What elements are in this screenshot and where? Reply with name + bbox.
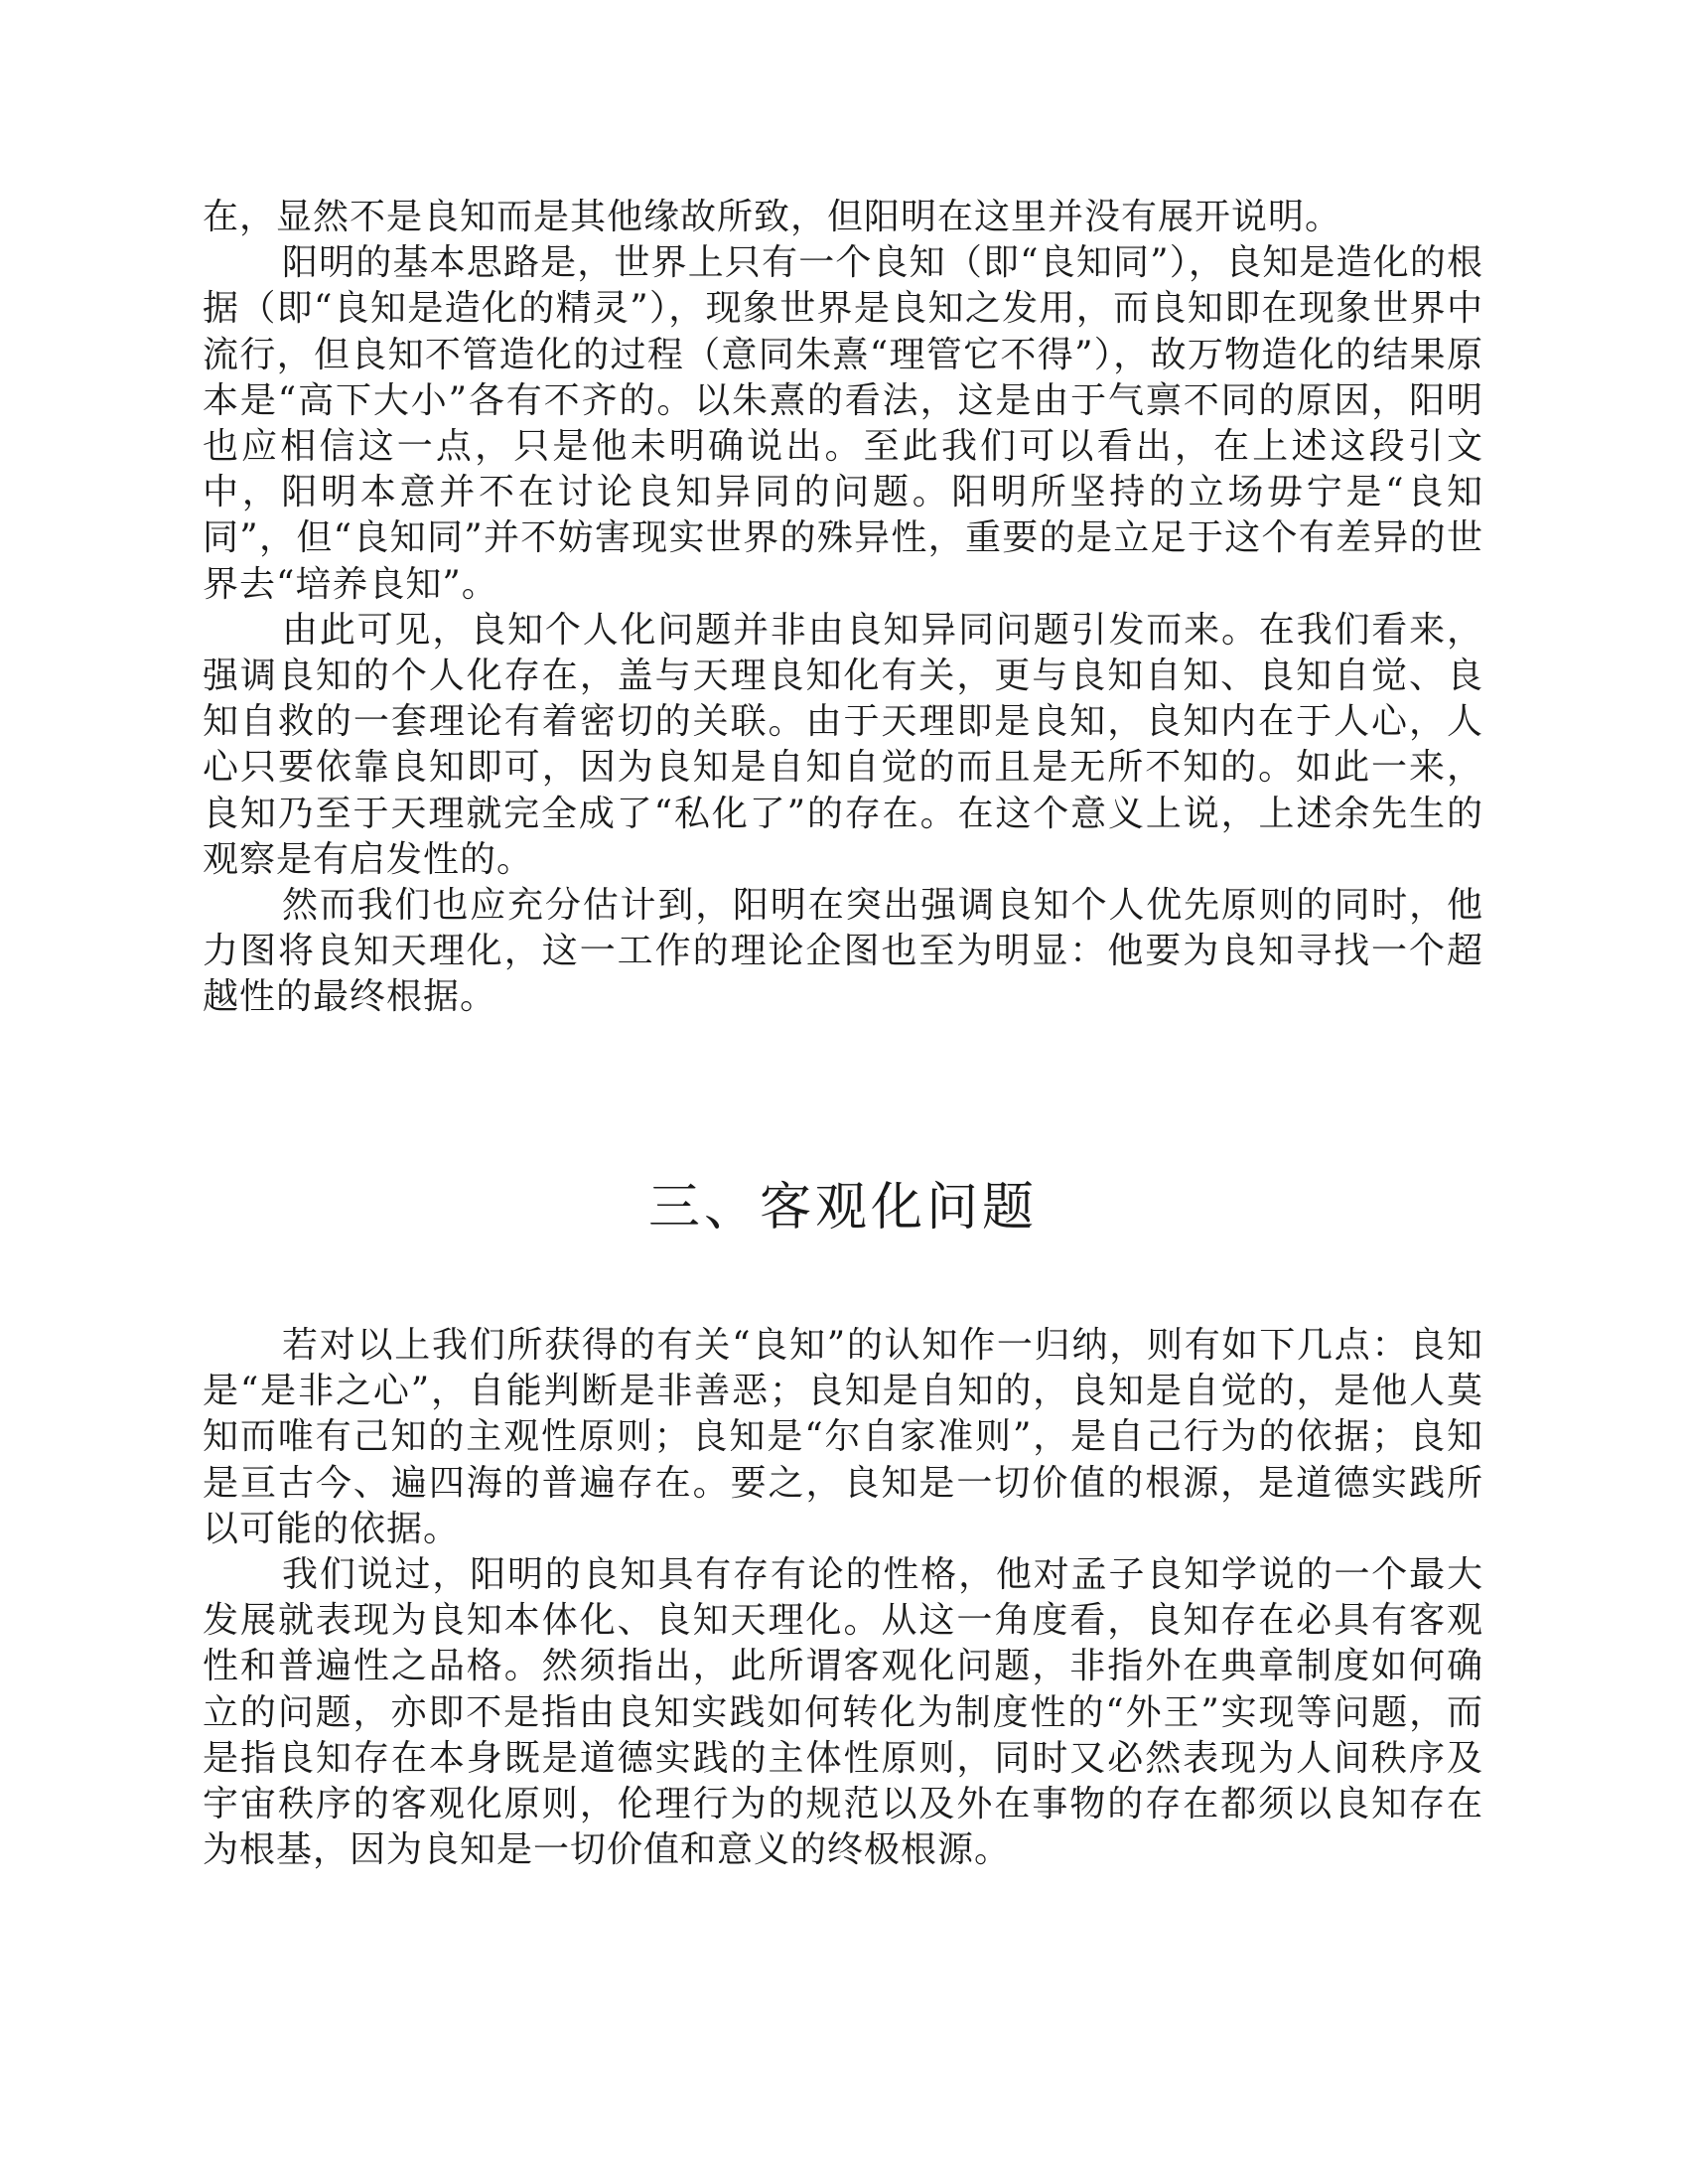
paragraph: 若对以上我们所获得的有关“良知”的认知作一归纳，则有如下几点：良知是“是非之心”，自能判断是非善恶；良知是自知的，良知是自觉的，是他人莫知而唯有己知的主观性原则；良知是“尔自家准则”，是自己行为的依据；良知是亘古今、遍四海的普遍存在。要之，良知是一切价值的根源，是道德实践所以可能的依据。: [203, 1325, 1483, 1549]
paragraph: 我们说过，阳明的良知具有存有论的性格，他对孟子良知学说的一个最大发展就表现为良知本体化、良知天理化。从这一角度看，良知存在必具有客观性和普遍性之品格。然须指出，此所谓客观化问题，非指外在典章制度如何确立的问题，亦即不是指由良知实践如何转化为制度性的“外王”实现等问题，而是指良知存在本身既是道德实践的主体性原则，同时又必然表现为人间秩序及宇宙秩序的客观化原则，伦理行为的规范以及外在事物的存在都须以良知存在为根基，因为良知是一切价值和意义的终极根源。: [203, 1554, 1483, 1871]
paragraph: 阳明的基本思路是，世界上只有一个良知（即“良知同”），良知是造化的根据（即“良知是造化的精灵”），现象世界是良知之发用，而良知即在现象世界中流行，但良知不管造化的过程（意同朱熹“理管它不得”），故万物造化的结果原本是“高下大小”各有不齐的。以朱熹的看法，这是由于气禀不同的原因，阳明也应相信这一点，只是他未明确说出。至此我们可以看出，在上述这段引文中，阳明本意并不在讨论良知异同的问题。阳明所坚持的立场毋宁是“良知同”，但“良知同”并不妨害现实世界的殊异性，重要的是立足于这个有差异的世界去“培养良知”。: [203, 242, 1483, 605]
section-heading-wrapper: [203, 1178, 1483, 1238]
section-heading: 三、客观化问题: [647, 1178, 1038, 1238]
section-after-body: [203, 1323, 1483, 1873]
paragraph: 然而我们也应充分估计到，阳明在突出强调良知个人优先原则的同时，他力图将良知天理化，这一工作的理论企图也至为明显：他要为良知寻找一个超越性的最终根据。: [203, 885, 1483, 1018]
section-before-body: [203, 195, 1483, 1021]
paragraph-continuation: 在，显然不是良知而是其他缘故所致，但阳明在这里并没有展开说明。: [203, 197, 1342, 237]
paragraph: 由此可见，良知个人化问题并非由良知异同问题引发而来。在我们看来，强调良知的个人化存在，盖与天理良知化有关，更与良知自知、良知自觉、良知自救的一套理论有着密切的关联。由于天理即是良知，良知内在于人心，人心只要依靠良知即可，因为良知是自知自觉的而且是无所不知的。如此一来，良知乃至于天理就完全成了“私化了”的存在。在这个意义上说，上述余先生的观察是有启发性的。: [203, 609, 1483, 880]
